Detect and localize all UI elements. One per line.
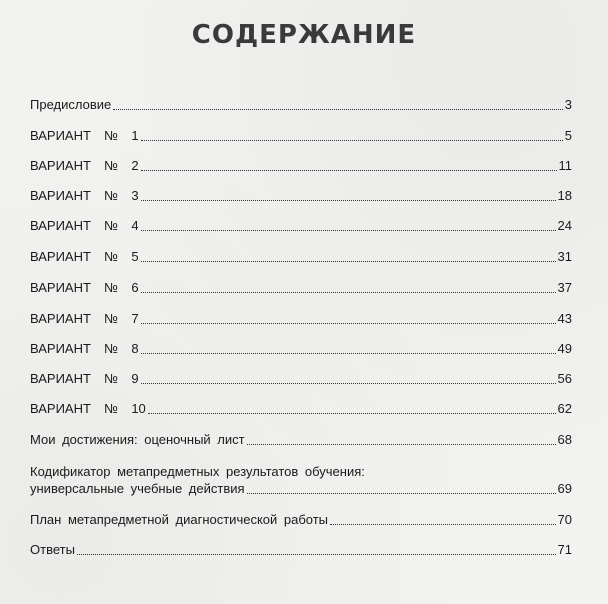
dot-leader xyxy=(141,229,556,231)
toc-entry-label-line1: Кодификатор метапредметных результатов обучения: xyxy=(30,464,365,479)
toc-entry-label: ВАРИАНТ № 1 xyxy=(30,128,139,143)
dot-leader xyxy=(113,108,563,110)
toc-entry-preface[interactable] xyxy=(30,97,572,113)
toc-entry-label: Предисловие xyxy=(30,97,112,112)
dot-leader xyxy=(141,291,556,293)
toc-entry-variant-1[interactable] xyxy=(30,128,572,144)
dot-leader xyxy=(141,169,557,171)
toc-entry-label: ВАРИАНТ № 2 xyxy=(30,158,139,173)
toc-entry-variant-6[interactable] xyxy=(30,280,572,296)
toc-entry-label: Мои достижения: оценочный лист xyxy=(30,432,245,447)
toc-entry-label: ВАРИАНТ № 8 xyxy=(30,341,139,356)
toc-entry-page: 37 xyxy=(557,280,572,295)
toc-entry-page: 62 xyxy=(557,401,572,416)
toc-entry-variant-10[interactable] xyxy=(30,401,572,417)
toc-entry-label: универсальные учебные действия xyxy=(30,481,245,496)
toc-entry-label: ВАРИАНТ № 7 xyxy=(30,311,139,326)
toc-entry-label: ВАРИАНТ № 4 xyxy=(30,218,139,233)
dot-leader xyxy=(141,382,556,384)
toc-entry-variant-4[interactable] xyxy=(30,218,572,234)
toc-entry-variant-2[interactable] xyxy=(30,158,572,174)
dot-leader xyxy=(330,523,556,525)
toc-entry-label: ВАРИАНТ № 3 xyxy=(30,188,139,203)
toc-entry-variant-5[interactable] xyxy=(30,249,572,265)
toc-entry-page: 71 xyxy=(557,542,572,557)
toc-entry-page: 3 xyxy=(564,97,572,112)
toc-entry-variant-3[interactable] xyxy=(30,188,572,204)
toc-entry-variant-8[interactable] xyxy=(30,341,572,357)
toc-entry-page: 68 xyxy=(557,432,572,447)
toc-entry-page: 69 xyxy=(557,481,572,496)
dot-leader xyxy=(141,352,556,354)
toc-entry-codifier[interactable] xyxy=(30,464,572,497)
toc-entry-page: 56 xyxy=(557,371,572,386)
toc-entry-page: 11 xyxy=(558,158,572,173)
dot-leader xyxy=(141,260,556,262)
toc-entry-page: 70 xyxy=(557,512,572,527)
toc-entry-label: ВАРИАНТ № 9 xyxy=(30,371,139,386)
dot-leader xyxy=(77,553,556,555)
toc-entry-label: План метапредметной диагностической работы xyxy=(30,512,329,527)
dot-leader xyxy=(148,412,556,414)
toc-entry-label: ВАРИАНТ № 6 xyxy=(30,280,139,295)
dot-leader xyxy=(247,492,556,494)
toc-entry-label: ВАРИАНТ № 5 xyxy=(30,249,139,264)
page-title: СОДЕРЖАНИЕ xyxy=(191,20,417,50)
toc-entry-label: ВАРИАНТ № 10 xyxy=(30,401,146,416)
dot-leader xyxy=(141,322,556,324)
toc-entry-page: 5 xyxy=(564,128,572,143)
toc-entry-diagnostic-plan[interactable] xyxy=(30,512,572,528)
toc-entry-page: 18 xyxy=(557,188,572,203)
toc-entry-page: 24 xyxy=(557,218,572,233)
toc-entry-achievements[interactable] xyxy=(30,432,572,448)
toc-entry-page: 49 xyxy=(557,341,572,356)
dot-leader xyxy=(141,199,556,201)
toc-entry-label: Ответы xyxy=(30,542,75,557)
toc-entry-page: 31 xyxy=(557,249,572,264)
toc-entry-answers[interactable] xyxy=(30,542,572,558)
toc-entry-page: 43 xyxy=(557,311,572,326)
dot-leader xyxy=(141,139,563,141)
toc-entry-variant-9[interactable] xyxy=(30,371,572,387)
toc-entry-variant-7[interactable] xyxy=(30,311,572,327)
dot-leader xyxy=(247,443,556,445)
